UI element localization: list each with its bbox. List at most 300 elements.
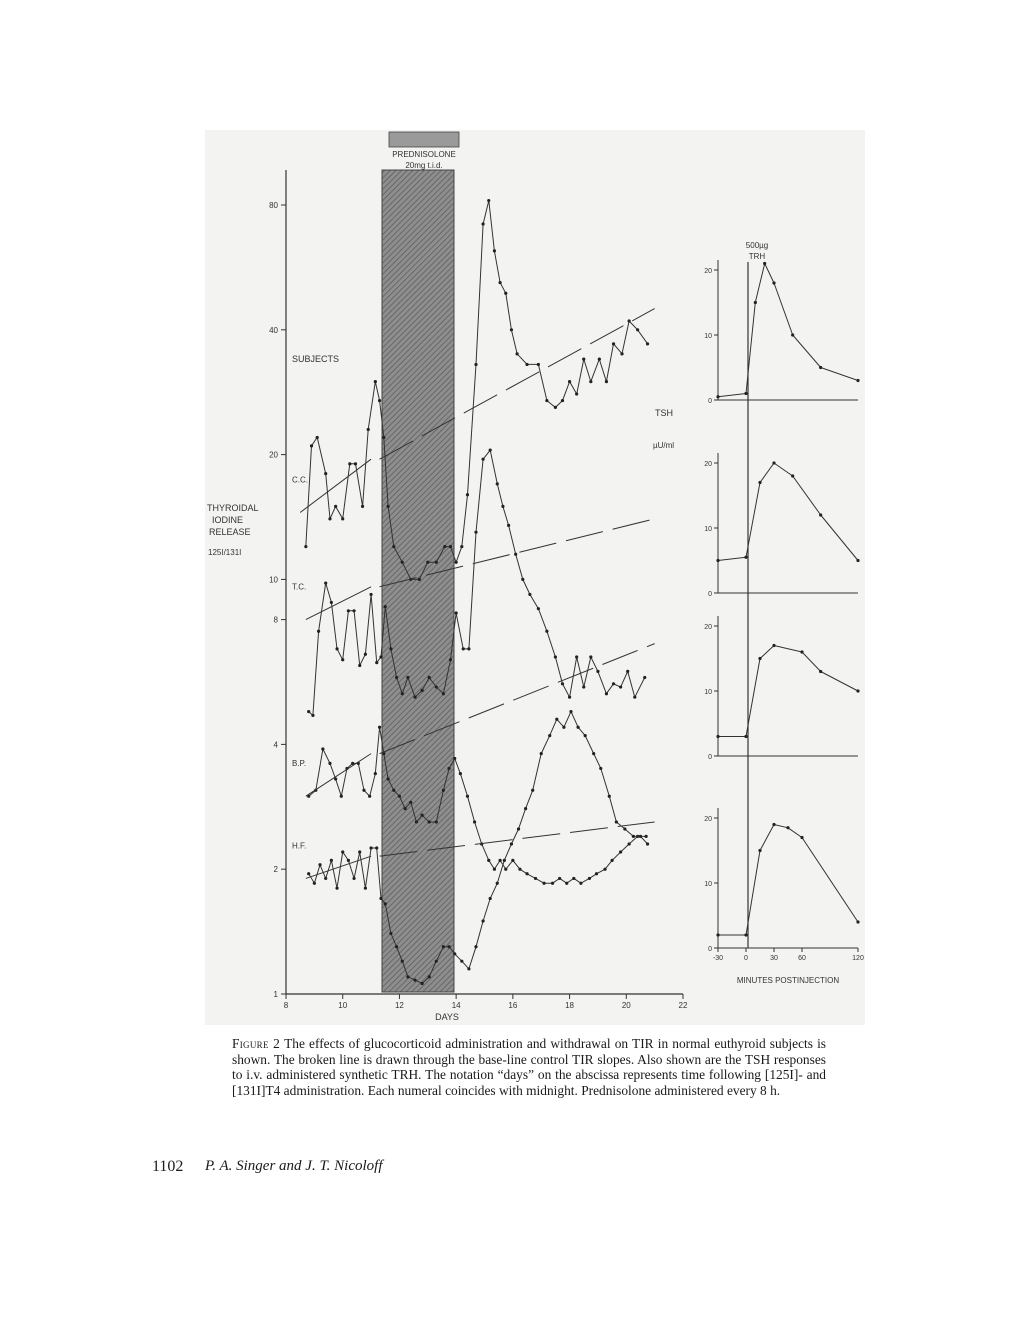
- tsh-point: [716, 395, 719, 398]
- data-point: [368, 795, 371, 798]
- data-point: [352, 609, 355, 612]
- data-point: [595, 872, 598, 875]
- inset-y-tick-label: 0: [708, 754, 712, 761]
- data-point: [392, 789, 395, 792]
- data-point: [401, 561, 404, 564]
- subject-label: C.C.: [292, 475, 308, 485]
- data-point: [378, 726, 381, 729]
- data-point: [489, 449, 492, 452]
- data-point: [386, 777, 389, 780]
- x-tick-label: 18: [565, 1001, 575, 1010]
- data-point: [588, 877, 591, 880]
- data-point: [386, 505, 389, 508]
- data-point: [435, 561, 438, 564]
- data-point: [413, 979, 416, 982]
- data-point: [406, 975, 409, 978]
- inset-x-tick-label: 0: [744, 955, 748, 962]
- data-point: [612, 682, 615, 685]
- data-point: [392, 545, 395, 548]
- data-point: [334, 505, 337, 508]
- series-line: [309, 712, 648, 984]
- y-tick-label: 1: [273, 990, 278, 999]
- data-point: [534, 877, 537, 880]
- data-point: [565, 882, 568, 885]
- tsh-point: [744, 556, 747, 559]
- data-point: [605, 692, 608, 695]
- data-point: [517, 827, 520, 830]
- tsh-label: TSH: [655, 408, 673, 418]
- data-point: [605, 380, 608, 383]
- inset-x-axis-label: MINUTES POSTINJECTION: [736, 976, 840, 985]
- data-point: [341, 850, 344, 853]
- inset-x-tick-label: 120: [852, 955, 864, 962]
- tsh-units-label: µU/ml: [653, 441, 675, 450]
- data-point: [576, 726, 579, 729]
- tsh-panel-cc: [704, 260, 859, 405]
- data-point: [413, 696, 416, 699]
- tsh-point: [856, 379, 859, 382]
- subject-label: T.C.: [292, 582, 307, 592]
- data-point: [561, 399, 564, 402]
- data-point: [524, 807, 527, 810]
- tsh-point: [772, 644, 775, 647]
- data-point: [428, 820, 431, 823]
- data-point: [628, 842, 631, 845]
- data-point: [555, 718, 558, 721]
- figure-panel: [205, 130, 865, 1025]
- tsh-curve: [718, 646, 858, 737]
- data-point: [421, 689, 424, 692]
- x-tick-label: 12: [394, 1001, 404, 1010]
- data-point: [643, 676, 646, 679]
- inset-x-tick-label: 30: [770, 955, 778, 962]
- data-point: [504, 292, 507, 295]
- data-point: [324, 472, 327, 475]
- data-point: [369, 593, 372, 596]
- trh-dose-label: 500µg: [745, 241, 769, 250]
- data-point: [374, 772, 377, 775]
- data-point: [582, 357, 585, 360]
- x-tick-label: 14: [451, 1001, 461, 1010]
- data-point: [510, 842, 513, 845]
- data-point: [443, 545, 446, 548]
- data-point: [525, 363, 528, 366]
- data-point: [537, 363, 540, 366]
- data-point: [395, 945, 398, 948]
- data-point: [317, 630, 320, 633]
- data-point: [352, 877, 355, 880]
- tsh-point: [819, 670, 822, 673]
- data-point: [473, 820, 476, 823]
- data-point: [612, 342, 615, 345]
- x-tick-label: 22: [678, 1001, 688, 1010]
- data-point: [569, 710, 572, 713]
- series-layer: [292, 199, 655, 985]
- data-point: [568, 380, 571, 383]
- data-point: [316, 436, 319, 439]
- x-axis-label: DAYS: [435, 1012, 459, 1022]
- y-axis-label-line3: RELEASE: [209, 527, 251, 537]
- data-point: [435, 685, 438, 688]
- data-point: [442, 945, 445, 948]
- inset-y-tick-label: 20: [704, 816, 712, 823]
- inset-y-tick-label: 10: [704, 526, 712, 533]
- data-point: [311, 714, 314, 717]
- data-point: [374, 380, 377, 383]
- y-tick-label: 10: [269, 575, 278, 585]
- data-point: [582, 685, 585, 688]
- prednisolone-label-box: [389, 132, 459, 147]
- subject-label: B.P.: [292, 759, 307, 769]
- series-bp: [292, 644, 655, 885]
- data-point: [442, 789, 445, 792]
- data-point: [561, 682, 564, 685]
- data-point: [462, 647, 465, 650]
- data-point: [442, 692, 445, 695]
- data-point: [313, 882, 316, 885]
- data-point: [632, 835, 635, 838]
- data-point: [592, 752, 595, 755]
- data-point: [421, 982, 424, 985]
- data-point: [489, 897, 492, 900]
- data-point: [324, 581, 327, 584]
- tsh-point: [819, 366, 822, 369]
- tsh-point: [744, 933, 747, 936]
- tsh-insets: [704, 260, 864, 962]
- data-point: [481, 919, 484, 922]
- data-point: [619, 850, 622, 853]
- subjects-label: SUBJECTS: [292, 354, 340, 364]
- data-point: [619, 685, 622, 688]
- data-point: [528, 593, 531, 596]
- tsh-point: [758, 849, 761, 852]
- tsh-point: [800, 836, 803, 839]
- data-point: [466, 795, 469, 798]
- series-hf: [292, 710, 655, 985]
- tsh-point: [791, 333, 794, 336]
- data-point: [493, 868, 496, 871]
- data-point: [467, 967, 470, 970]
- data-point: [511, 859, 514, 862]
- y-tick-label: 8: [273, 615, 278, 625]
- data-point: [401, 692, 404, 695]
- tsh-point: [758, 481, 761, 484]
- tsh-point: [856, 689, 859, 692]
- data-point: [401, 960, 404, 963]
- author-line: P. A. Singer and J. T. Nicoloff: [205, 1158, 383, 1174]
- data-point: [347, 859, 350, 862]
- data-point: [382, 436, 385, 439]
- data-point: [455, 611, 458, 614]
- data-point: [378, 399, 381, 402]
- data-point: [455, 561, 458, 564]
- subject-label: H.F.: [292, 841, 307, 851]
- series-line: [309, 450, 645, 715]
- data-point: [504, 868, 507, 871]
- data-point: [575, 655, 578, 658]
- data-point: [501, 505, 504, 508]
- data-point: [579, 882, 582, 885]
- tsh-point: [819, 513, 822, 516]
- data-point: [596, 670, 599, 673]
- data-point: [348, 462, 351, 465]
- data-point: [435, 960, 438, 963]
- data-point: [364, 653, 367, 656]
- data-point: [428, 975, 431, 978]
- data-point: [474, 531, 477, 534]
- data-point: [447, 945, 450, 948]
- tsh-point: [791, 474, 794, 477]
- tsh-point: [716, 735, 719, 738]
- inset-y-tick-label: 10: [704, 333, 712, 340]
- tsh-point: [772, 461, 775, 464]
- data-point: [554, 406, 557, 409]
- page-number: 1102: [152, 1158, 184, 1175]
- data-point: [379, 655, 382, 658]
- data-point: [474, 945, 477, 948]
- tsh-point: [763, 262, 766, 265]
- data-point: [395, 676, 398, 679]
- figure-chart: [205, 130, 865, 1025]
- data-point: [510, 328, 513, 331]
- control-trend-line: [306, 587, 371, 620]
- data-point: [514, 553, 517, 556]
- data-point: [608, 795, 611, 798]
- data-point: [646, 842, 649, 845]
- control-trend-line: [306, 754, 371, 797]
- data-point: [603, 868, 606, 871]
- y-tick-label: 4: [273, 740, 278, 750]
- data-point: [324, 877, 327, 880]
- data-point: [481, 222, 484, 225]
- inset-y-tick-label: 10: [704, 689, 712, 696]
- tsh-curve: [718, 825, 858, 936]
- x-tick-label: 10: [338, 1001, 348, 1010]
- prednisolone-dose: 20mg t.i.d.: [405, 161, 443, 170]
- data-point: [551, 882, 554, 885]
- inset-y-tick-label: 20: [704, 268, 712, 275]
- data-point: [335, 887, 338, 890]
- data-point: [340, 795, 343, 798]
- data-point: [453, 952, 456, 955]
- data-point: [589, 380, 592, 383]
- data-point: [611, 859, 614, 862]
- data-point: [328, 762, 331, 765]
- y-axis-label-line1: THYROIDAL: [207, 503, 259, 513]
- data-point: [645, 835, 648, 838]
- data-point: [354, 462, 357, 465]
- data-point: [498, 281, 501, 284]
- data-point: [545, 630, 548, 633]
- data-point: [474, 363, 477, 366]
- data-point: [466, 493, 469, 496]
- inset-y-tick-label: 0: [708, 591, 712, 598]
- data-point: [598, 357, 601, 360]
- data-point: [341, 517, 344, 520]
- data-point: [328, 517, 331, 520]
- data-point: [335, 647, 338, 650]
- data-point: [575, 392, 578, 395]
- tsh-curve: [718, 463, 858, 561]
- inset-y-tick-label: 10: [704, 881, 712, 888]
- data-point: [589, 655, 592, 658]
- data-point: [375, 846, 378, 849]
- tsh-point: [754, 301, 757, 304]
- data-point: [545, 399, 548, 402]
- data-point: [379, 897, 382, 900]
- inset-x-tick-label: 60: [798, 955, 806, 962]
- control-trend-line: [306, 856, 371, 878]
- data-point: [330, 601, 333, 604]
- data-point: [460, 960, 463, 963]
- data-point: [548, 734, 551, 737]
- data-point: [453, 757, 456, 760]
- data-point: [421, 814, 424, 817]
- inset-y-tick-label: 0: [708, 946, 712, 953]
- tsh-point: [758, 657, 761, 660]
- data-point: [310, 444, 313, 447]
- data-point: [639, 835, 642, 838]
- data-point: [558, 877, 561, 880]
- data-point: [633, 696, 636, 699]
- tsh-panel-hf: [704, 808, 864, 962]
- tsh-point: [856, 559, 859, 562]
- data-point: [554, 655, 557, 658]
- tsh-point: [856, 920, 859, 923]
- y-axis-ticks: [269, 201, 286, 999]
- data-point: [406, 676, 409, 679]
- data-point: [620, 352, 623, 355]
- tsh-point: [800, 650, 803, 653]
- inset-y-tick-label: 20: [704, 461, 712, 468]
- data-point: [384, 605, 387, 608]
- data-point: [467, 647, 470, 650]
- data-point: [369, 846, 372, 849]
- inset-y-tick-label: 0: [708, 398, 712, 405]
- data-point: [447, 767, 450, 770]
- data-point: [347, 609, 350, 612]
- data-point: [418, 578, 421, 581]
- x-axis-ticks: [284, 994, 688, 1010]
- data-point: [584, 734, 587, 737]
- control-trend-line: [300, 459, 371, 512]
- x-tick-label: 8: [283, 1001, 289, 1010]
- data-point: [628, 319, 631, 322]
- data-point: [358, 664, 361, 667]
- data-point: [426, 561, 429, 564]
- data-point: [428, 676, 431, 679]
- tsh-panel-bp: [704, 616, 859, 761]
- data-point: [568, 696, 571, 699]
- data-point: [542, 882, 545, 885]
- data-point: [398, 795, 401, 798]
- y-tick-label: 40: [269, 325, 278, 335]
- x-tick-label: 16: [508, 1001, 518, 1010]
- data-point: [496, 882, 499, 885]
- data-point: [487, 199, 490, 202]
- tsh-point: [772, 281, 775, 284]
- data-point: [626, 670, 629, 673]
- data-point: [384, 902, 387, 905]
- prednisolone-band: [382, 170, 454, 992]
- data-point: [487, 859, 490, 862]
- data-point: [404, 807, 407, 810]
- inset-y-tick-label: 20: [704, 624, 712, 631]
- data-point: [496, 482, 499, 485]
- y-tick-label: 80: [269, 201, 278, 210]
- tsh-point: [744, 735, 747, 738]
- data-point: [364, 887, 367, 890]
- data-point: [460, 545, 463, 548]
- x-tick-label: 20: [621, 1001, 631, 1010]
- tsh-point: [786, 826, 789, 829]
- data-point: [498, 859, 501, 862]
- data-point: [540, 752, 543, 755]
- y-tick-label: 2: [273, 865, 278, 875]
- data-point: [367, 428, 370, 431]
- data-point: [636, 328, 639, 331]
- data-point: [358, 850, 361, 853]
- data-point: [646, 342, 649, 345]
- data-point: [599, 767, 602, 770]
- prednisolone-label: PREDNISOLONE: [392, 150, 456, 159]
- data-point: [389, 932, 392, 935]
- data-point: [375, 661, 378, 664]
- data-point: [518, 868, 521, 871]
- y-axis-label-line4: 125I/131I: [208, 548, 242, 557]
- data-point: [521, 578, 524, 581]
- series-cc: [292, 199, 655, 581]
- data-point: [435, 820, 438, 823]
- data-point: [341, 658, 344, 661]
- data-point: [449, 658, 452, 661]
- data-point: [361, 505, 364, 508]
- data-point: [459, 772, 462, 775]
- data-point: [503, 859, 506, 862]
- data-point: [318, 863, 321, 866]
- data-point: [307, 710, 310, 713]
- caption-text: The effects of glucocorticoid administration and withdrawal on TIR in normal euthyroid subjects is shown. The broken line is drawn through the base-line control TIR slopes. Also shown are the TSH responses to i.v. administered synthetic TRH. The notation “days” on the abscissa represents time following [125I]- and [131I]T4 administration. Each numeral coincides with midnight. Prednisolone administered every 8 h.: [232, 1036, 827, 1098]
- data-point: [304, 545, 307, 548]
- inset-x-tick-label: -30: [712, 955, 724, 962]
- tsh-panel-tc: [704, 453, 859, 598]
- data-point: [493, 249, 496, 252]
- data-point: [481, 458, 484, 461]
- data-point: [562, 726, 565, 729]
- tsh-point: [744, 392, 747, 395]
- data-point: [389, 647, 392, 650]
- data-point: [623, 827, 626, 830]
- data-point: [321, 747, 324, 750]
- tsh-point: [716, 559, 719, 562]
- tsh-curve: [718, 264, 858, 397]
- data-point: [572, 877, 575, 880]
- data-point: [409, 801, 412, 804]
- data-point: [507, 524, 510, 527]
- data-point: [362, 789, 365, 792]
- caption-label: Figure 2: [232, 1036, 281, 1051]
- trh-label: TRH: [748, 252, 766, 261]
- data-point: [516, 352, 519, 355]
- figure-caption: [232, 1036, 826, 1098]
- data-point: [330, 859, 333, 862]
- data-point: [531, 789, 534, 792]
- data-point: [615, 820, 618, 823]
- data-point: [415, 820, 418, 823]
- y-tick-label: 20: [269, 450, 278, 460]
- data-point: [449, 545, 452, 548]
- tsh-point: [772, 823, 775, 826]
